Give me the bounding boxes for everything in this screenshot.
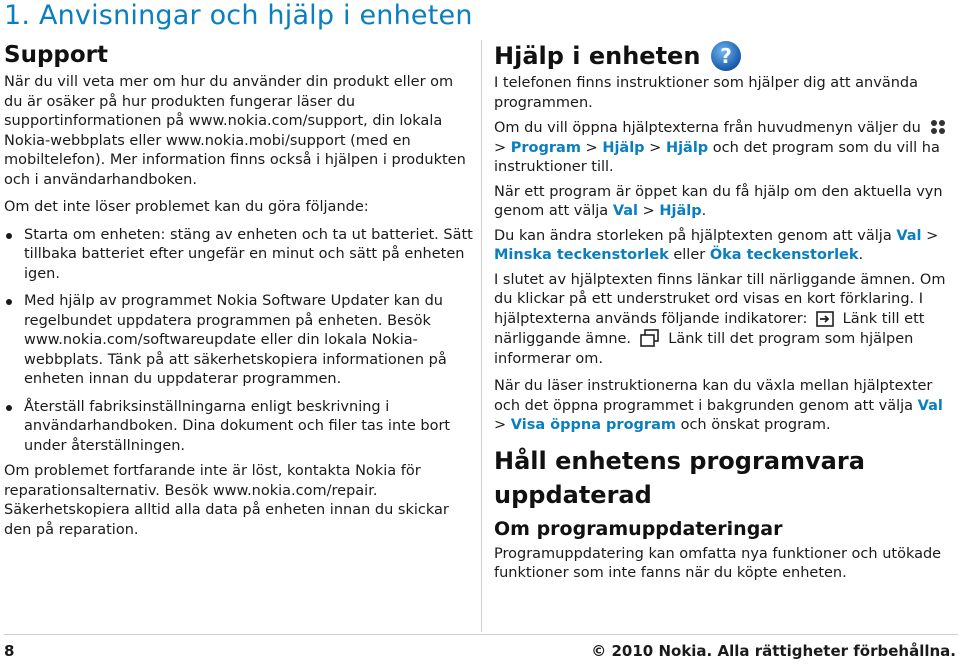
support-closing: Om problemet fortfarande inte är löst, kontakta Nokia för reparationsalternativ. Besök www.nokia.com/repair. Säkerhetskopiera alltid alla data på enheten innan du skickar den på reparation. bbox=[4, 463, 449, 538]
menu-program: Program bbox=[510, 139, 581, 156]
menu-separator: > bbox=[585, 139, 598, 156]
help-question-icon bbox=[710, 40, 742, 72]
support-bullet-reset bbox=[4, 398, 476, 457]
help-p5-a: I slutet av hjälptexten finns länkar till närliggande ämnen. Om du klickar på ett understruket ord visas en kort förklaring. I hjälptexterna används följande indikatorer: bbox=[494, 271, 946, 327]
help-p3-before: När ett program är öppet kan du få hjälp om den aktuella vyn genom att välja bbox=[494, 183, 943, 219]
help-p6-before: När du läser instruktionerna kan du växla mellan hjälptexter och det öppna programmet i bakgrunden genom att välja bbox=[494, 378, 933, 414]
menu-separator: > bbox=[494, 417, 507, 433]
bullet-dot bbox=[6, 233, 12, 239]
support-bullet-restart bbox=[4, 226, 476, 285]
help-column bbox=[494, 40, 958, 589]
help-p4-before: Du kan ändra storleken på hjälptexten genom att välja bbox=[494, 227, 892, 244]
help-heading-text: Hjälp i enheten bbox=[494, 42, 701, 70]
punct: . bbox=[701, 203, 707, 219]
menu-val: Val bbox=[896, 227, 922, 244]
help-p6 bbox=[494, 377, 958, 436]
help-p6-after: och önskat program. bbox=[680, 417, 831, 433]
support-intro: När du vill veta mer om hur du använder din produkt eller om du är osäker på hur produkten fungerar läser du supportinformationen på www.nokia.com/support, din lokala Nokia-webbplats eller www.nokia.mobi/support (med en mobiltelefon). Mer information finns också i hjälpen i produkten och i användarhandboken. bbox=[4, 74, 466, 188]
page-number: 8 bbox=[4, 642, 15, 660]
help-p4 bbox=[494, 227, 958, 266]
help-p5-c: Länk till det program som hjälpen informerar om. bbox=[494, 331, 914, 367]
menu-hjalp-2: Hjälp bbox=[665, 139, 709, 156]
menu-oka-teckenstorlek: Öka teckenstorlek bbox=[709, 247, 859, 263]
support-unsolved: Om det inte löser problemet kan du göra följande: bbox=[4, 199, 369, 215]
bullet-dot bbox=[6, 299, 12, 305]
bullet-dot bbox=[6, 405, 12, 411]
software-heading: Håll enhetens programvara uppdaterad bbox=[494, 446, 865, 509]
bullet-text: Starta om enheten: stäng av enheten och ta ut batteriet. Sätt tillbaka batteriet efter ungefär en minut och sätt på enheten igen. bbox=[24, 226, 473, 282]
menu-visa-oppna-program: Visa öppna program bbox=[510, 417, 676, 433]
column-divider bbox=[481, 40, 482, 632]
bullet-text: Återställ fabriksinställningarna enligt beskrivning i användarhandboken. Dina dokument och filer tas inte bort under återställningen. bbox=[24, 398, 451, 454]
software-subheading: Om programuppdateringar bbox=[494, 517, 783, 540]
help-p2-after: och det program som du vill ha instruktioner till. bbox=[494, 139, 940, 175]
menu-separator: > bbox=[649, 139, 662, 156]
related-topic-link-icon bbox=[816, 311, 834, 327]
punct: . bbox=[858, 247, 864, 263]
menu-separator: > bbox=[642, 203, 655, 219]
copyright: © 2010 Nokia. Alla rättigheter förbehållna. bbox=[591, 642, 956, 660]
svg-text:?: ? bbox=[720, 44, 733, 68]
help-p3 bbox=[494, 183, 958, 222]
software-text: Programuppdatering kan omfatta nya funktioner och utökade funktioner som inte fanns när du köpte enheten. bbox=[494, 545, 942, 581]
help-p5 bbox=[494, 271, 958, 370]
application-link-icon bbox=[640, 329, 660, 347]
support-bullet-updater bbox=[4, 292, 476, 390]
support-heading: Support bbox=[4, 42, 109, 68]
menu-val: Val bbox=[612, 203, 638, 219]
help-p5-b: Länk till ett närliggande ämne. bbox=[494, 310, 925, 347]
help-p1: I telefonen finns instruktioner som hjälper dig att använda programmen. bbox=[494, 75, 918, 111]
menu-key-icon bbox=[929, 118, 947, 136]
menu-separator: > bbox=[494, 139, 507, 156]
menu-hjalp: Hjälp bbox=[659, 203, 702, 219]
menu-hjalp: Hjälp bbox=[602, 139, 645, 156]
help-p2-before: Om du vill öppna hjälptexterna från huvudmenyn väljer du bbox=[494, 120, 921, 136]
menu-minska-teckenstorlek: Minska teckenstorlek bbox=[494, 247, 669, 263]
menu-separator: > bbox=[926, 227, 939, 244]
bullet-text: Med hjälp av programmet Nokia Software Updater kan du regelbundet uppdatera programmen på enheten. Besök www.nokia.com/softwareupdate eller din lokala Nokia-webbplats. Tänk på att säkerhetskopiera informationen på enheten innan du uppdaterar programmen. bbox=[24, 293, 447, 387]
chapter-title: 1. Anvisningar och hjälp i enheten bbox=[4, 0, 473, 31]
help-p2 bbox=[494, 118, 958, 178]
menu-val: Val bbox=[917, 397, 943, 414]
support-column bbox=[4, 40, 476, 545]
footer-rule bbox=[4, 634, 958, 635]
help-heading bbox=[494, 40, 958, 72]
help-p4-mid: eller bbox=[673, 247, 706, 263]
